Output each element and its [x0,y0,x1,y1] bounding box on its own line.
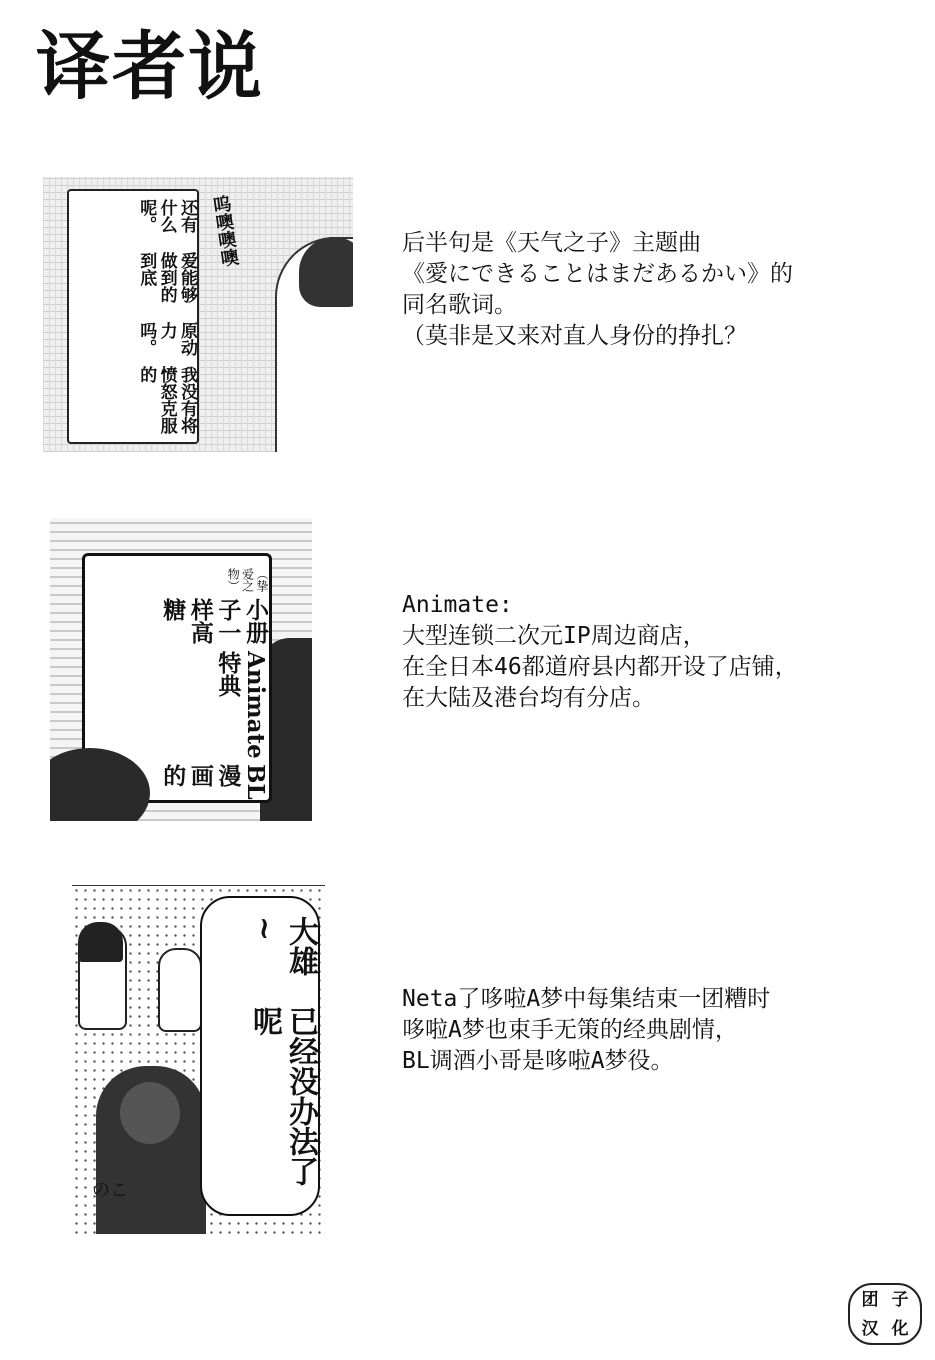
translator-note-3 [402,984,770,1077]
scanlation-group-logo [848,1283,922,1345]
sound-effect: 呜噢噢噢 [209,193,240,269]
logo-char: 汉 [861,1318,879,1339]
character-figure [158,948,202,1032]
note-line: 哆啦A梦也束手无策的经典剧情， [402,1017,738,1043]
speech-bubble-1 [67,189,199,444]
logo-char: 化 [891,1318,909,1339]
note-line: （莫非是又来对直人身份的挣扎？ [402,323,747,349]
page-title: 译者说 [36,24,264,110]
bubble-line: BL漫画的 [159,764,269,800]
logo-char: 子 [891,1289,909,1310]
bubble-line: 小册子一样高糖 [159,598,269,644]
note-line: 后半句是《天气之子》主题曲 [402,230,701,256]
manga-panel-1 [43,177,353,452]
speech-bubble-3 [200,896,320,1216]
note-line: 在全日本46都道府县内都开设了店铺， [402,654,798,680]
bubble-note: （挚爱之物） [226,568,269,592]
bubble-line: Animate特典 [214,650,269,759]
translator-note-2 [402,590,798,714]
note-line: 《愛にできることはまだあるかい》的 [402,261,793,287]
note-line: BL调酒小哥是哆啦A梦役。 [402,1048,674,1074]
manga-panel-3 [72,885,325,1234]
bubble-line: 已经没办法了呢 [247,1006,318,1187]
note-line: 同名歌词。 [402,292,517,318]
bubble-line: 原动力吗。 [136,321,197,356]
manga-panel-2 [50,518,312,821]
bubble-line: 爱能够做到的到底 [136,251,197,303]
bubble-line: 还有什么呢。 [136,199,197,233]
note-line: 在大陆及港台均有分店。 [402,685,655,711]
note-line: Neta了哆啦A梦中每集结束一团糟时 [402,986,771,1012]
sound-effect: のこ [92,1180,128,1201]
translator-note-1 [402,228,793,352]
bubble-line: 我没有将愤怒克服的 [136,365,197,434]
character-face [120,1082,180,1144]
note-line: Animate: [402,592,513,618]
logo-char: 团 [861,1289,879,1310]
character-hair [78,922,123,962]
bubble-line: 大雄~ [247,916,318,976]
character-hair [299,237,353,307]
note-line: 大型连锁二次元IP周边商店， [402,623,706,649]
